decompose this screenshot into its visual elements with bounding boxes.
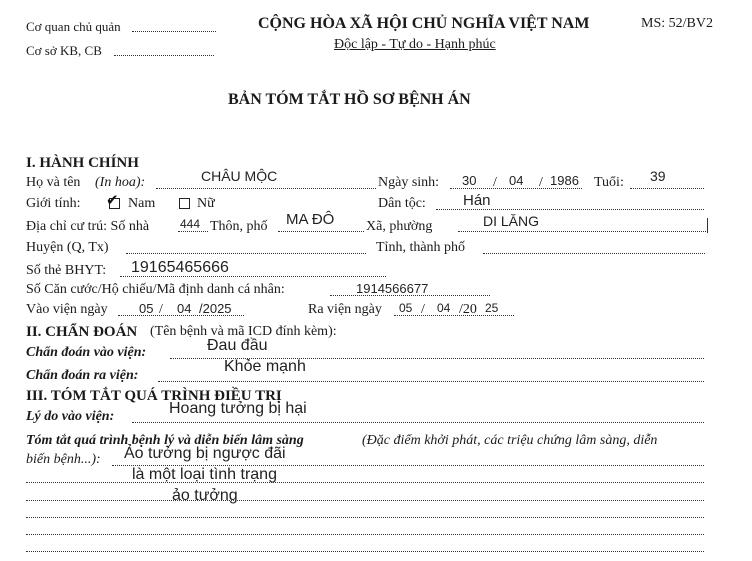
id-number[interactable]: 1914566677	[356, 281, 429, 296]
clinical-summary-hint-cont: biến bệnh...):	[26, 452, 101, 467]
facility-line	[114, 55, 214, 56]
discharge-year-suffix[interactable]: 25	[485, 301, 499, 315]
clinical-summary-line-2[interactable]: là một loại tình trạng	[132, 466, 277, 483]
admission-reason-label: Lý do vào viện:	[26, 409, 115, 424]
discharge-day[interactable]: 05	[399, 301, 413, 315]
agency-label: Cơ quan chủ quản	[26, 19, 121, 34]
summary-dotted-line-2	[26, 482, 704, 483]
discharge-diagnosis-value[interactable]: Khỏe mạnh	[224, 358, 306, 375]
admit-day[interactable]: 05	[139, 301, 154, 316]
insurance-line	[120, 276, 386, 277]
discharge-month[interactable]: 04	[437, 301, 451, 315]
admission-reason-value[interactable]: Hoang tưởng bị hại	[169, 400, 307, 417]
name-label: Họ và tên	[26, 175, 81, 190]
section-1-heading: I. HÀNH CHÍNH	[26, 155, 139, 171]
ethnicity-label: Dân tộc:	[378, 196, 426, 211]
ethnicity-line	[436, 209, 704, 210]
country-name: CỘNG HÒA XÃ HỘI CHỦ NGHĨA VIỆT NAM	[258, 15, 590, 32]
house-number-line	[178, 231, 208, 232]
ethnicity-value[interactable]: Hán	[463, 192, 491, 209]
ward-label: Xã, phường	[366, 219, 433, 234]
clinical-summary-line-1[interactable]: Ảo tưởng bị ngược đãi	[124, 445, 286, 462]
discharge-sep-1: /	[421, 302, 425, 317]
district-label: Huyện (Q, Tx)	[26, 240, 109, 255]
admit-date-label: Vào viện ngày	[26, 302, 108, 317]
dob-sep-1: /	[493, 175, 497, 190]
district-line	[126, 253, 366, 254]
dob-label: Ngày sinh:	[378, 175, 440, 190]
age-line	[630, 188, 704, 189]
summary-dotted-line-3	[26, 500, 704, 501]
national-motto: Độc lập - Tự do - Hạnh phúc	[334, 37, 496, 52]
id-line	[330, 295, 490, 296]
admission-reason-line	[132, 422, 704, 423]
province-label: Tỉnh, thành phố	[376, 240, 466, 255]
insurance-label: Số thẻ BHYT:	[26, 263, 107, 278]
admit-year[interactable]: /2025	[199, 301, 232, 316]
section-2-note: (Tên bệnh và mã ICD đính kèm):	[150, 324, 337, 339]
checkmark-icon: ✔	[106, 191, 119, 209]
street-value[interactable]: MA ĐÔ	[286, 211, 335, 228]
admit-diagnosis-value[interactable]: Đau đầu	[207, 337, 268, 354]
document-title: BẢN TÓM TẮT HỒ SƠ BỆNH ÁN	[228, 91, 471, 108]
section-2-heading: II. CHẨN ĐOÁN	[26, 324, 138, 340]
form-code: MS: 52/BV2	[641, 16, 713, 31]
dob-month[interactable]: 04	[509, 173, 524, 188]
dob-day[interactable]: 30	[462, 173, 477, 188]
discharge-diagnosis-label: Chẩn đoán ra viện:	[26, 368, 139, 383]
text-cursor	[707, 218, 708, 233]
gender-male-label: Nam	[128, 196, 156, 211]
gender-female-label: Nữ	[197, 196, 215, 211]
admit-diagnosis-label: Chẩn đoán vào viện:	[26, 345, 147, 360]
name-hint: (In hoa):	[95, 175, 146, 190]
age-label: Tuổi:	[594, 175, 624, 190]
admit-month[interactable]: 04	[177, 301, 192, 316]
clinical-summary-label: Tóm tắt quá trình bệnh lý và diễn biến lâm sàng	[26, 433, 304, 448]
discharge-diagnosis-line	[158, 381, 704, 382]
agency-line	[132, 31, 216, 32]
name-value[interactable]: CHÂU MỘC	[201, 168, 278, 184]
discharge-year: /20	[459, 302, 477, 317]
discharge-date-label: Ra viện ngày	[308, 302, 382, 317]
admit-sep-1: /	[159, 302, 163, 317]
insurance-number[interactable]: 19165465666	[131, 259, 229, 276]
age-value[interactable]: 39	[650, 168, 666, 184]
province-line	[483, 253, 705, 254]
gender-label: Giới tính:	[26, 196, 81, 211]
house-number[interactable]: 444	[180, 217, 201, 231]
dob-year[interactable]: 1986	[550, 173, 579, 188]
clinical-summary-hint: (Đặc điểm khởi phát, các triệu chứng lâm sàng, diễn	[362, 433, 658, 448]
facility-label: Cơ sở KB, CB	[26, 43, 102, 58]
section-3-heading: III. TÓM TẮT QUÁ TRÌNH ĐIỀU TRỊ	[26, 388, 282, 404]
ward-value[interactable]: DI LĂNG	[483, 213, 540, 229]
street-label: Thôn, phố	[210, 219, 268, 234]
summary-dotted-line-5	[26, 534, 704, 535]
address-label: Địa chỉ cư trú: Số nhà	[26, 219, 150, 234]
summary-dotted-line-6	[26, 551, 704, 552]
street-line	[278, 231, 364, 232]
ward-line	[458, 231, 706, 232]
summary-dotted-line-4	[26, 517, 704, 518]
id-label: Số Căn cước/Hộ chiếu/Mã định danh cá nhân:	[26, 282, 285, 297]
dob-sep-2: /	[539, 175, 543, 190]
clinical-summary-line-3[interactable]: ảo tưởng	[172, 487, 238, 504]
gender-female-checkbox[interactable]	[179, 198, 190, 209]
name-line	[156, 188, 376, 189]
